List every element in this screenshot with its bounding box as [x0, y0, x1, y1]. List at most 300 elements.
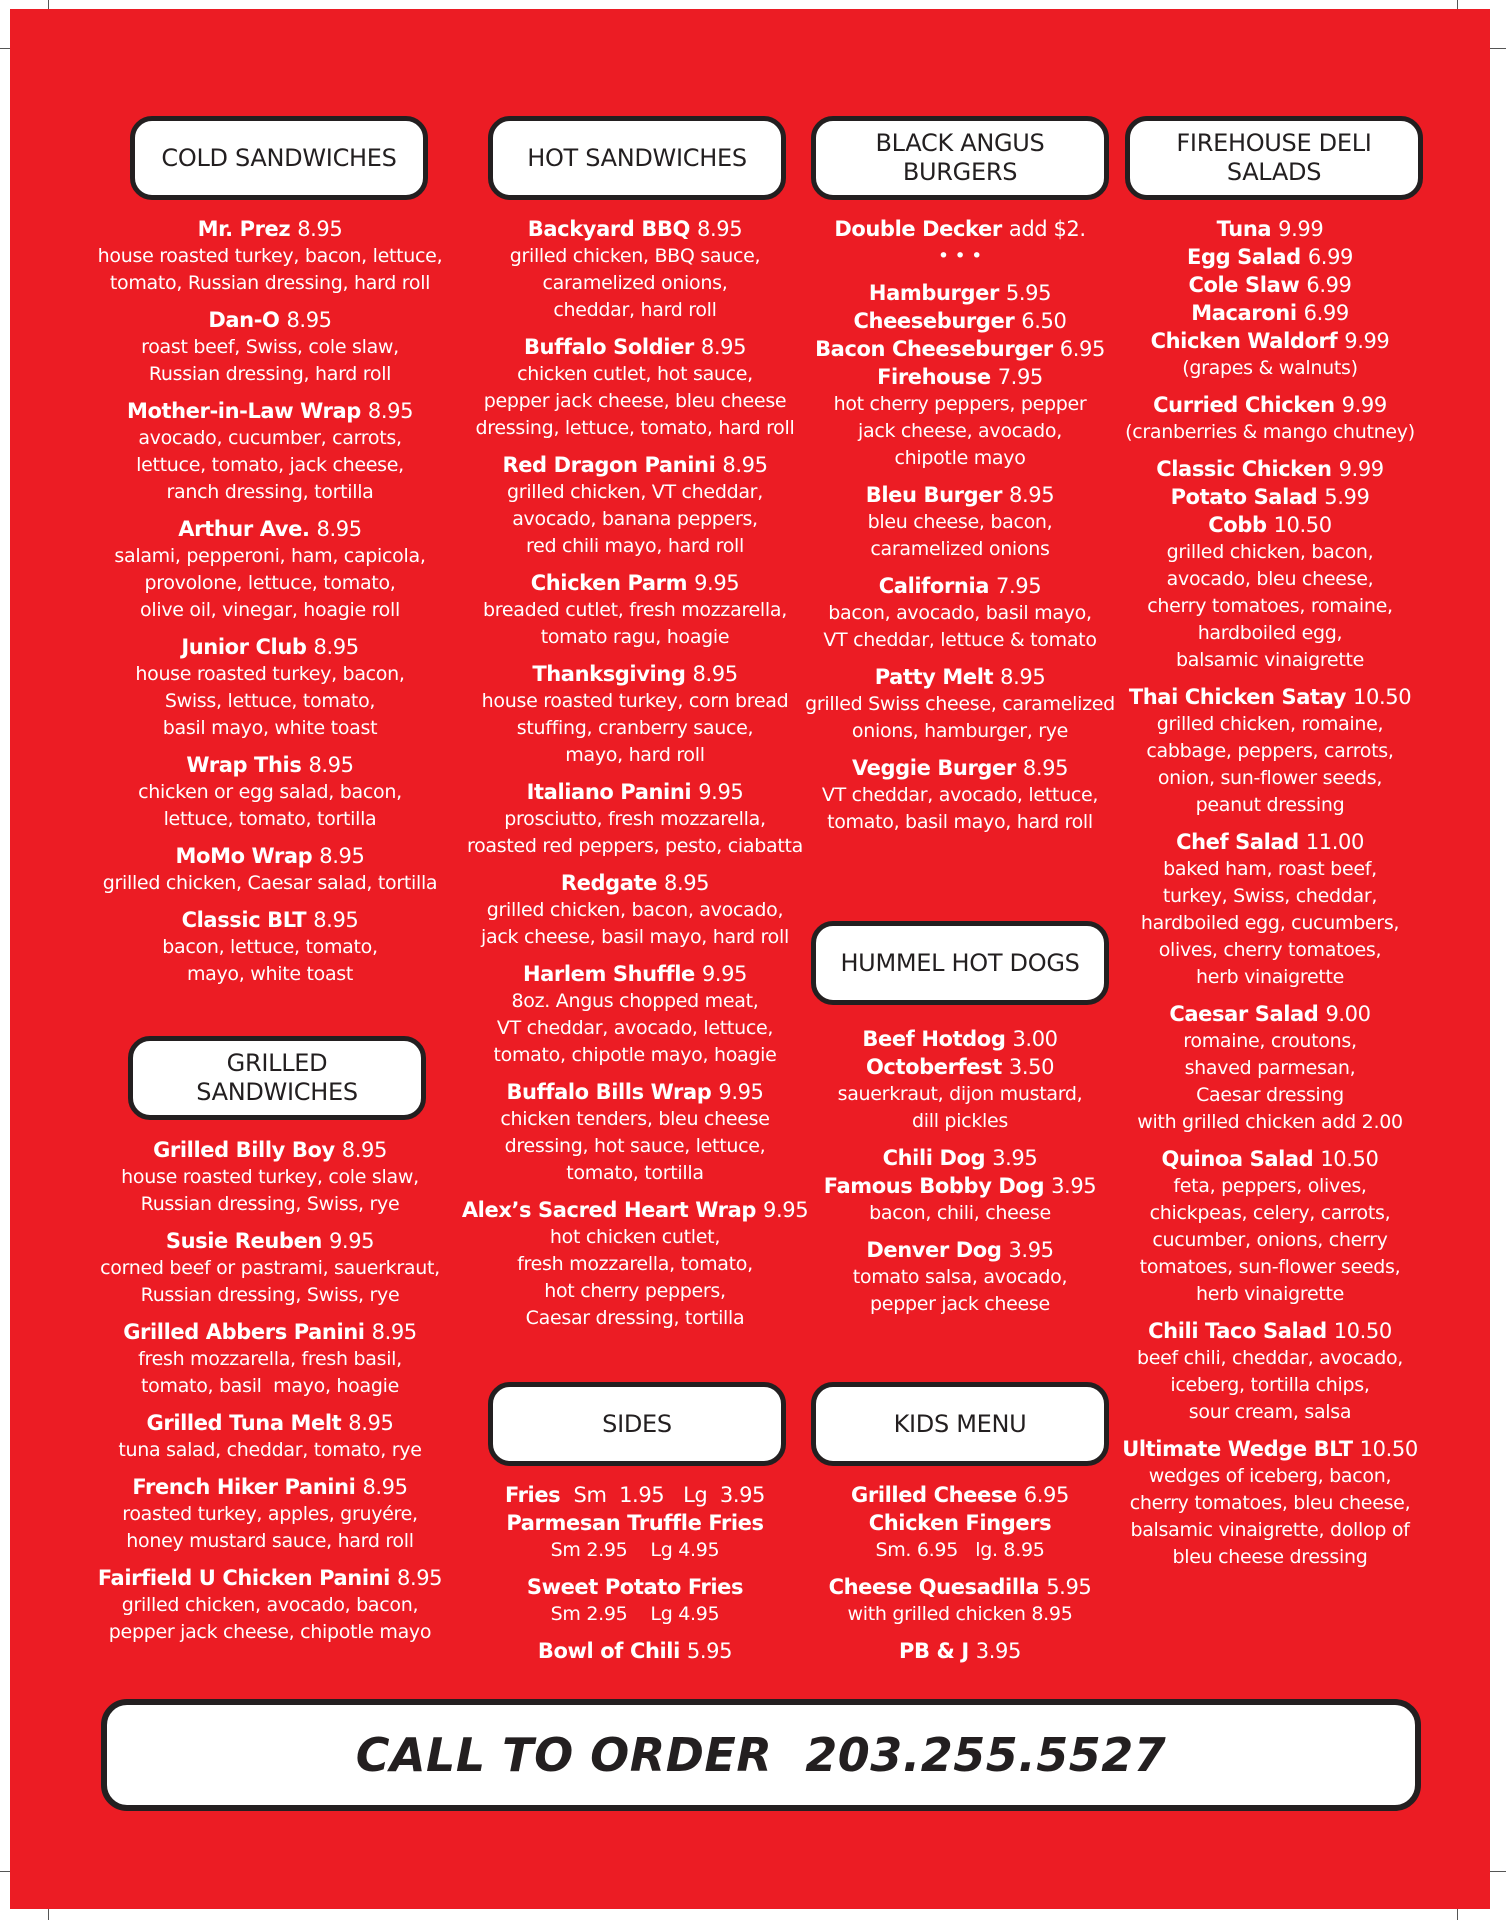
- menu-item-name: Cobb: [1208, 513, 1267, 537]
- menu-item-price: 10.50: [1359, 1437, 1418, 1461]
- menu-item-name: Wrap This: [186, 753, 302, 777]
- menu-item-description: herb vinaigrette: [1195, 1283, 1345, 1305]
- column-3: [800, 9, 1120, 1689]
- menu-item-price: 8.95: [341, 1138, 387, 1162]
- menu-item-name: Junior Club: [181, 635, 307, 659]
- section-title: HUMMEL HOT DOGS: [840, 948, 1080, 977]
- menu-item-title-line: [1110, 829, 1430, 856]
- menu-item-description: tomatoes, sun-flower seeds,: [1139, 1256, 1401, 1278]
- menu-item: [85, 516, 455, 624]
- menu-item-name: Chef Salad: [1176, 830, 1299, 854]
- menu-item-description: provolone, lettuce, tomato,: [144, 572, 396, 594]
- menu-item-description: caramelized onions: [870, 538, 1050, 560]
- menu-item-name: Italiano Panini: [526, 780, 692, 804]
- menu-item-title-line: [800, 1574, 1120, 1601]
- menu-item-price: 8.95: [697, 217, 743, 241]
- menu-item-description: with grilled chicken add 2.00: [1137, 1111, 1403, 1133]
- menu-item-description: balsamic vinaigrette: [1175, 649, 1365, 671]
- menu-item-description: Caesar dressing: [1196, 1084, 1344, 1106]
- menu-item-title-line: [85, 1410, 455, 1437]
- menu-item-description: hardboiled egg,: [1197, 622, 1343, 644]
- call-to-order-label: CALL TO ORDER: [355, 1728, 773, 1782]
- menu-item-name: Susie Reuben: [165, 1229, 322, 1253]
- menu-item: [1110, 684, 1430, 819]
- menu-item-name: Beef Hotdog: [862, 1027, 1006, 1051]
- menu-item-description: lettuce, tomato, tortilla: [163, 808, 377, 830]
- menu-item-description: VT cheddar, avocado, lettuce,: [821, 784, 1099, 806]
- menu-item-description: grilled chicken, Caesar salad, tortilla: [102, 872, 438, 894]
- menu-item-description: Russian dressing, Swiss, rye: [140, 1193, 400, 1215]
- menu-item-name: Bowl of Chili: [537, 1639, 680, 1663]
- menu-item-name: Thai Chicken Satay: [1128, 685, 1347, 709]
- menu-list-kids-menu: [800, 1482, 1120, 1666]
- menu-item-description: roast beef, Swiss, cole slaw,: [141, 336, 399, 358]
- menu-item: [450, 1574, 820, 1628]
- menu-item-title-line: [800, 755, 1120, 782]
- menu-item-description: avocado, banana peppers,: [512, 508, 758, 530]
- menu-item-description: roasted red peppers, pesto, ciabatta: [467, 835, 803, 857]
- menu-item-description: red chili mayo, hard roll: [526, 535, 744, 557]
- menu-item-price: 6.95: [1023, 1483, 1069, 1507]
- section-header-burgers: [811, 116, 1109, 200]
- menu-item-name: Chili Taco Salad: [1148, 1319, 1327, 1343]
- menu-item: [800, 216, 1120, 270]
- menu-item: [800, 1026, 1120, 1053]
- menu-item-description: bleu cheese dressing: [1172, 1546, 1368, 1568]
- menu-item-title-line: [800, 308, 1120, 335]
- phone-number[interactable]: 203.255.5527: [805, 1728, 1167, 1782]
- menu-item-name: Parmesan Truffle Fries: [506, 1511, 764, 1535]
- menu-item-description: Sm. 6.95 lg. 8.95: [875, 1539, 1045, 1561]
- menu-item-description: chicken cutlet, hot sauce,: [517, 363, 753, 385]
- menu-item: [450, 870, 820, 951]
- section-header-deli-salads: [1125, 116, 1423, 200]
- menu-item-price: 8.95: [362, 1475, 408, 1499]
- menu-item: [1110, 512, 1430, 674]
- menu-item-name: Grilled Abbers Panini: [123, 1320, 365, 1344]
- menu-item-price: 8.95: [371, 1320, 417, 1344]
- menu-item: [800, 755, 1120, 836]
- menu-item-price: 6.50: [1021, 309, 1067, 333]
- menu-item-description: wedges of iceberg, bacon,: [1148, 1465, 1392, 1487]
- menu-item-name: Grilled Cheese: [851, 1483, 1017, 1507]
- menu-item-price: 8.95: [319, 844, 365, 868]
- menu-item-title-line: [800, 1510, 1120, 1537]
- spacer: [772, 1728, 805, 1782]
- menu-item-title-line: [85, 843, 455, 870]
- menu-item: [1110, 244, 1430, 271]
- menu-item-price: 9.99: [1341, 393, 1387, 417]
- menu-item-title-line: [450, 661, 820, 688]
- menu-item-name: Denver Dog: [866, 1238, 1002, 1262]
- column-4: [1110, 9, 1430, 1689]
- menu-item-description: hot cherry peppers,: [544, 1280, 726, 1302]
- section-title: KIDS MENU: [893, 1409, 1027, 1438]
- menu-item-title-line: [85, 1565, 455, 1592]
- menu-item-title-line: [85, 1137, 455, 1164]
- menu-item-title-line: [800, 573, 1120, 600]
- menu-item-description: hardboiled egg, cucumbers,: [1140, 912, 1400, 934]
- menu-item-description: grilled chicken, avocado, bacon,: [121, 1594, 419, 1616]
- menu-item-description: pepper jack cheese: [870, 1293, 1050, 1315]
- menu-item: [800, 1574, 1120, 1628]
- menu-item-title-line: [800, 364, 1120, 391]
- menu-item-description: jack cheese, avocado,: [858, 420, 1062, 442]
- menu-item-name: Thanksgiving: [532, 662, 686, 686]
- menu-item-description: house roasted turkey, corn bread: [481, 690, 789, 712]
- menu-item: [450, 1482, 820, 1509]
- menu-item-description: Russian dressing, hard roll: [148, 363, 392, 385]
- menu-item-price: 10.50: [1273, 513, 1332, 537]
- menu-item: [85, 1137, 455, 1218]
- menu-item-description: cherry tomatoes, romaine,: [1147, 595, 1393, 617]
- menu-item-description: turkey, Swiss, cheddar,: [1162, 885, 1378, 907]
- menu-item-name: Mother-in-Law Wrap: [126, 399, 361, 423]
- menu-item-description: (cranberries & mango chutney): [1125, 421, 1415, 443]
- menu-item-description: caramelized onions,: [542, 272, 728, 294]
- menu-item-price: 3.95: [1051, 1174, 1097, 1198]
- menu-item-title-line: [800, 1145, 1120, 1172]
- menu-item: [800, 336, 1120, 363]
- menu-item-description: sauerkraut, dijon mustard,: [837, 1083, 1083, 1105]
- menu-item-description: pepper jack cheese, bleu cheese: [483, 390, 787, 412]
- menu-item-title-line: [1110, 684, 1430, 711]
- section-title: GRILLED SANDWICHES: [196, 1049, 358, 1106]
- menu-item-description: cherry tomatoes, bleu cheese,: [1129, 1492, 1411, 1514]
- menu-item-name: Chicken Waldorf: [1150, 329, 1338, 353]
- menu-item: [85, 907, 455, 988]
- menu-item-title-line: [85, 398, 455, 425]
- menu-item-price: 8.95: [700, 335, 747, 359]
- menu-item-description: onion, sun-flower seeds,: [1157, 767, 1383, 789]
- menu-item-name: Chicken Parm: [530, 571, 688, 595]
- menu-list-hot-dogs: [800, 1026, 1120, 1328]
- menu-item: [450, 961, 820, 1069]
- menu-item-price: 10.50: [1353, 685, 1412, 709]
- menu-item: [85, 1228, 455, 1309]
- menu-item-price: 9.95: [694, 571, 740, 595]
- menu-item-price: 6.99: [1307, 245, 1353, 269]
- menu-item-description: grilled chicken, BBQ sauce,: [509, 245, 761, 267]
- menu-item-price: 10.50: [1333, 1319, 1392, 1343]
- menu-item-price: 9.99: [1278, 217, 1324, 241]
- menu-item-title-line: [450, 779, 820, 806]
- menu-item-description: onions, hamburger, rye: [851, 720, 1069, 742]
- menu-item-title-line: [1110, 272, 1430, 299]
- menu-item-title-line: [800, 664, 1120, 691]
- menu-item: [85, 1319, 455, 1400]
- menu-item: [1110, 300, 1430, 327]
- menu-item-title-line: [1110, 1436, 1430, 1463]
- menu-item-description: tomato ragu, hoagie: [540, 626, 730, 648]
- menu-item-description: basil mayo, white toast: [162, 717, 378, 739]
- menu-item-title-line: [450, 216, 820, 243]
- menu-item: [1110, 392, 1430, 446]
- menu-item-description: tuna salad, cheddar, tomato, rye: [118, 1439, 422, 1461]
- menu-item-description: salami, pepperoni, ham, capicola,: [114, 545, 426, 567]
- menu-item: [800, 364, 1120, 472]
- menu-item-description: lettuce, tomato, jack cheese,: [136, 454, 404, 476]
- menu-item-description: jack cheese, basil mayo, hard roll: [481, 926, 789, 948]
- menu-item-price: 8.95: [286, 308, 332, 332]
- menu-item-name: Cheeseburger: [853, 309, 1015, 333]
- menu-item-price: 7.95: [996, 574, 1042, 598]
- menu-item: [450, 1638, 820, 1665]
- menu-item-name: Classic BLT: [181, 908, 307, 932]
- menu-item-title-line: [450, 334, 820, 361]
- section-title: SIDES: [602, 1409, 672, 1438]
- menu-item-price: 3.95: [992, 1146, 1038, 1170]
- menu-item-description: mayo, hard roll: [565, 744, 705, 766]
- menu-item-description: herb vinaigrette: [1195, 966, 1345, 988]
- menu-item-title-line: [1110, 216, 1430, 243]
- menu-item-title-line: [450, 570, 820, 597]
- menu-item: [85, 307, 455, 388]
- menu-item-title-line: [800, 1173, 1120, 1200]
- menu-item-name: California: [878, 574, 990, 598]
- menu-item-name: Red Dragon Panini: [502, 453, 716, 477]
- menu-item-description: dill pickles: [912, 1110, 1008, 1132]
- menu-item-name: Macaroni: [1191, 301, 1297, 325]
- menu-item-name: Chili Dog: [882, 1146, 986, 1170]
- menu-item: [450, 334, 820, 442]
- menu-item: [800, 280, 1120, 307]
- menu-item-description: corned beef or pastrami, sauerkraut,: [100, 1257, 440, 1279]
- menu-item-description: VT cheddar, lettuce & tomato: [823, 629, 1097, 651]
- menu-item-title-line: [85, 307, 455, 334]
- menu-item-price: 5.95: [1046, 1575, 1092, 1599]
- menu-item-name: Famous Bobby Dog: [823, 1174, 1045, 1198]
- menu-item: [800, 482, 1120, 563]
- section-title: BLACK ANGUS BURGERS: [875, 129, 1045, 186]
- menu-item-description: grilled chicken, bacon,: [1166, 541, 1374, 563]
- menu-item-name: Buffalo Bills Wrap: [506, 1080, 712, 1104]
- menu-item: [800, 1173, 1120, 1227]
- menu-item-price: 9.99: [1344, 329, 1390, 353]
- menu-item-description: peanut dressing: [1195, 794, 1345, 816]
- menu-item-title-line: [800, 1054, 1120, 1081]
- menu-item-price: 8.95: [663, 871, 710, 895]
- menu-item-title-line: [85, 1474, 455, 1501]
- menu-item: [1110, 272, 1430, 299]
- menu-item-description: grilled chicken, romaine,: [1156, 713, 1384, 735]
- menu-item-title-line: [450, 1510, 820, 1537]
- menu-item-title-line: [450, 1638, 820, 1665]
- menu-item-title-line: [85, 634, 455, 661]
- menu-item-name: Octoberfest: [865, 1055, 1002, 1079]
- menu-item-name: Bacon Cheeseburger: [815, 337, 1053, 361]
- section-header-hot-sandwiches: [488, 116, 786, 200]
- menu-item-name: Tuna: [1216, 217, 1272, 241]
- menu-item: [1110, 1436, 1430, 1571]
- menu-item: [800, 1237, 1120, 1318]
- menu-item-title-line: [450, 452, 820, 479]
- column-2: [450, 9, 820, 1689]
- menu-item-price: 5.95: [686, 1639, 733, 1663]
- menu-item-description: Sm 2.95 Lg 4.95: [550, 1539, 720, 1561]
- menu-item: [85, 216, 455, 297]
- menu-item: [1110, 829, 1430, 991]
- menu-item: [800, 1054, 1120, 1135]
- menu-item-name: Cole Slaw: [1188, 273, 1300, 297]
- menu-item-price: 8.95: [1022, 756, 1069, 780]
- menu-item-name: Buffalo Soldier: [523, 335, 694, 359]
- menu-item-title-line: [1110, 328, 1430, 355]
- menu-item: [85, 752, 455, 833]
- menu-item: [450, 1079, 820, 1187]
- menu-list-grilled-sandwiches: [85, 1137, 455, 1656]
- menu-item-description: avocado, bleu cheese,: [1166, 568, 1374, 590]
- section-header-kids-menu: [811, 1382, 1109, 1466]
- menu-item: [800, 1510, 1120, 1564]
- menu-item-description: hot cherry peppers, pepper: [833, 393, 1087, 415]
- menu-item-price: 8.95: [313, 635, 359, 659]
- menu-item-name: Fairfield U Chicken Panini: [97, 1566, 390, 1590]
- menu-item-description: tomato, basil mayo, hard roll: [827, 811, 1093, 833]
- menu-item-price: 9.00: [1325, 1002, 1371, 1026]
- menu-item-name: Potato Salad: [1170, 485, 1318, 509]
- menu-item-title-line: [1110, 1146, 1430, 1173]
- menu-item-name: Ultimate Wedge BLT: [1122, 1437, 1353, 1461]
- menu-item-description: fresh mozzarella, tomato,: [517, 1253, 753, 1275]
- menu-item-price: 8.95: [692, 662, 738, 686]
- menu-item-description: • • •: [937, 245, 983, 267]
- menu-item-title-line: [800, 280, 1120, 307]
- menu-item: [800, 573, 1120, 654]
- menu-item-description: hot chicken cutlet,: [549, 1226, 721, 1248]
- menu-item-description: chicken tenders, bleu cheese: [500, 1108, 770, 1130]
- menu-item-description: (grapes & walnuts): [1182, 357, 1358, 379]
- menu-item: [800, 1145, 1120, 1172]
- menu-item-title-line: [1110, 512, 1430, 539]
- menu-item-description: romaine, croutons,: [1183, 1030, 1357, 1052]
- menu-item-name: Bleu Burger: [865, 483, 1003, 507]
- menu-item-title-line: [800, 482, 1120, 509]
- section-header-sides: [488, 1382, 786, 1466]
- menu-item-description: olives, cherry tomatoes,: [1158, 939, 1382, 961]
- menu-item-price: 8.95: [348, 1411, 394, 1435]
- menu-item: [450, 779, 820, 860]
- section-header-grilled-sandwiches: [128, 1036, 426, 1120]
- menu-item-price: add $2.: [1008, 217, 1086, 241]
- menu-item-description: Sm 2.95 Lg 4.95: [550, 1603, 720, 1625]
- menu-item-price: 8.95: [297, 217, 343, 241]
- menu-item-name: Harlem Shuffle: [522, 962, 695, 986]
- menu-item-price: 6.99: [1303, 301, 1349, 325]
- menu-item: [85, 1474, 455, 1555]
- menu-item-name: Fries: [504, 1483, 561, 1507]
- menu-item-description: ranch dressing, tortilla: [166, 481, 374, 503]
- menu-item-description: bacon, avocado, basil mayo,: [828, 602, 1092, 624]
- menu-item-price: 6.99: [1306, 273, 1352, 297]
- menu-item: [450, 1510, 820, 1564]
- menu-page: [10, 9, 1490, 1909]
- menu-item-price: 11.00: [1305, 830, 1364, 854]
- menu-item-description: with grilled chicken 8.95: [847, 1603, 1073, 1625]
- menu-item-description: grilled Swiss cheese, caramelized: [805, 693, 1115, 715]
- section-title: FIREHOUSE DELI SALADS: [1176, 129, 1372, 186]
- menu-item-name: Mr. Prez: [197, 217, 291, 241]
- menu-item-name: Redgate: [560, 871, 657, 895]
- menu-item: [85, 1410, 455, 1464]
- menu-item-name: Caesar Salad: [1169, 1002, 1319, 1026]
- menu-item-description: chipotle mayo: [894, 447, 1026, 469]
- menu-item: [1110, 484, 1430, 511]
- menu-item-name: Curried Chicken: [1153, 393, 1335, 417]
- menu-item-price: 9.95: [701, 962, 748, 986]
- menu-item: [450, 452, 820, 560]
- menu-item-description: pepper jack cheese, chipotle mayo: [108, 1621, 432, 1643]
- call-to-order-banner: [101, 1699, 1421, 1811]
- menu-item-price: 8.95: [722, 453, 768, 477]
- menu-item: [1110, 456, 1430, 483]
- menu-item-title-line: [1110, 1318, 1430, 1345]
- menu-item-description: house roasted turkey, cole slaw,: [121, 1166, 419, 1188]
- menu-item-title-line: [85, 216, 455, 243]
- menu-list-hot-sandwiches: [450, 216, 820, 1342]
- menu-item: [1110, 1001, 1430, 1136]
- menu-item-title-line: [450, 870, 820, 897]
- menu-item-description: tomato, tortilla: [566, 1162, 704, 1184]
- menu-item-description: balsamic vinaigrette, dollop of: [1130, 1519, 1410, 1541]
- menu-item: [800, 664, 1120, 745]
- menu-item-description: Caesar dressing, tortilla: [525, 1307, 745, 1329]
- menu-item-name: Chicken Fingers: [868, 1511, 1052, 1535]
- menu-item-price: 5.95: [1005, 281, 1052, 305]
- menu-item-description: house roasted turkey, bacon,: [135, 663, 405, 685]
- menu-item: [450, 1197, 820, 1332]
- menu-item: [450, 661, 820, 769]
- menu-item-description: iceberg, tortilla chips,: [1170, 1374, 1370, 1396]
- menu-item-title-line: [450, 1574, 820, 1601]
- menu-item-title-line: [1110, 392, 1430, 419]
- menu-item-description: 8oz. Angus chopped meat,: [511, 990, 759, 1012]
- menu-item-name: French Hiker Panini: [132, 1475, 356, 1499]
- menu-item-title-line: [1110, 300, 1430, 327]
- menu-item-description: beef chili, cheddar, avocado,: [1136, 1347, 1404, 1369]
- menu-item: [85, 634, 455, 742]
- menu-item-description: grilled chicken, VT cheddar,: [507, 481, 763, 503]
- menu-item-price: 8.95: [313, 908, 359, 932]
- menu-item-price: 8.95: [316, 517, 362, 541]
- menu-item-description: honey mustard sauce, hard roll: [126, 1530, 414, 1552]
- section-title: COLD SANDWICHES: [161, 143, 397, 172]
- menu-item: [1110, 1146, 1430, 1308]
- menu-item-name: MoMo Wrap: [175, 844, 313, 868]
- menu-item-name: Cheese Quesadilla: [828, 1575, 1040, 1599]
- menu-item-description: Russian dressing, Swiss, rye: [140, 1284, 400, 1306]
- menu-item-description: prosciutto, fresh mozzarella,: [504, 808, 766, 830]
- menu-item: [85, 1565, 455, 1646]
- menu-item-description: grilled chicken, bacon, avocado,: [486, 899, 784, 921]
- menu-item-name: Double Decker: [834, 217, 1002, 241]
- menu-item-name: Sweet Potato Fries: [526, 1575, 744, 1599]
- menu-item-title-line: [85, 516, 455, 543]
- menu-item-name: Hamburger: [868, 281, 999, 305]
- menu-item-price: 9.95: [763, 1198, 809, 1222]
- menu-item-title-line: [450, 961, 820, 988]
- menu-item-name: Patty Melt: [874, 665, 994, 689]
- menu-item-description: cheddar, hard roll: [553, 299, 717, 321]
- menu-item-description: olive oil, vinegar, hoagie roll: [140, 599, 400, 621]
- menu-item-description: dressing, hot sauce, lettuce,: [504, 1135, 766, 1157]
- menu-item-title-line: [85, 1319, 455, 1346]
- menu-item-title-line: [1110, 484, 1430, 511]
- menu-item-price: 9.95: [328, 1229, 375, 1253]
- menu-item: [800, 308, 1120, 335]
- section-header-hot-dogs: [811, 921, 1109, 1005]
- menu-item-name: Quinoa Salad: [1161, 1147, 1314, 1171]
